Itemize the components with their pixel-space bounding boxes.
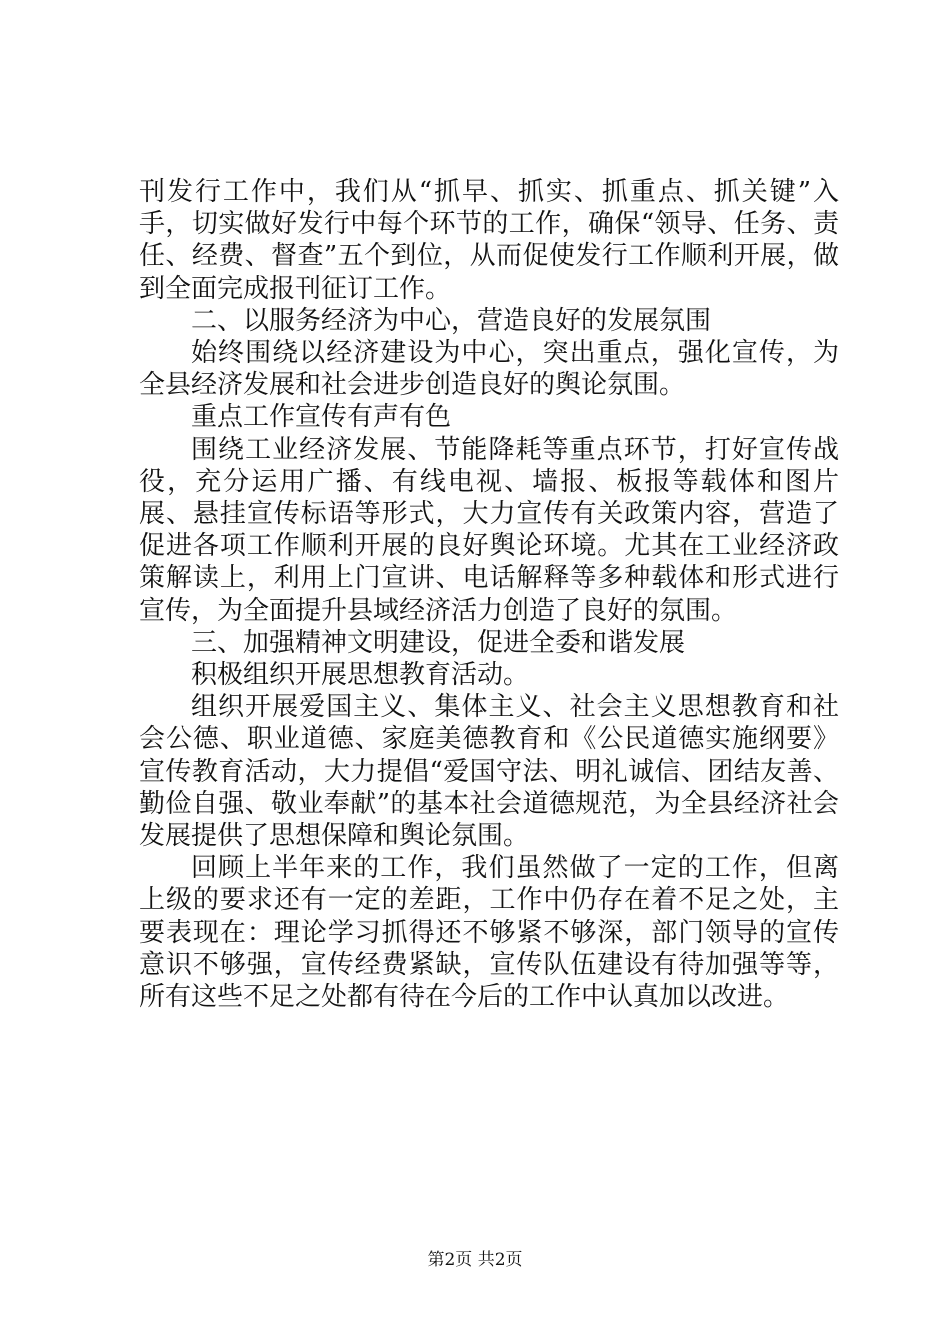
paragraph: 始终围绕以经济建设为中心，突出重点，强化宣传，为全县经济发展和社会进步创造良好的舆论氛围。 [139, 338, 839, 401]
document-body [139, 176, 839, 1013]
subheading: 积极组织开展思想教育活动。 [191, 660, 530, 691]
page-footer: 第2页 共2页 [427, 1250, 523, 1270]
subheading: 重点工作宣传有声有色 [191, 402, 452, 433]
paragraph: 回顾上半年来的工作，我们虽然做了一定的工作，但离上级的要求还有一定的差距，工作中仍存在着不足之处，主要表现在：理论学习抓得还不够紧不够深，部门领导的宣传意识不够强，宣传经费紧缺，宣传队伍建设有待加强等等，所有这些不足之处都有待在今后的工作中认真加以改进。 [139, 853, 839, 1013]
section-heading-2: 二、以服务经济为中心，营造良好的发展氛围 [191, 305, 712, 336]
section-heading-3: 三、加强精神文明建设，促进全委和谐发展 [191, 627, 686, 658]
paragraph: 组织开展爱国主义、集体主义、社会主义思想教育和社会公德、职业道德、家庭美德教育和《公民道德实施纲要》宣传教育活动，大力提倡“爱国守法、明礼诚信、团结友善、勤俭自强、敬业奉献”的基本社会道德规范，为全县经济社会发展提供了思想保障和舆论氛围。 [139, 692, 839, 852]
paragraph-continuation: 刊发行工作中，我们从“抓早、抓实、抓重点、抓关键”入手，切实做好发行中每个环节的工作，确保“领导、任务、责任、经费、督查”五个到位，从而促使发行工作顺利开展，做到全面完成报刊征订工作。 [139, 177, 839, 304]
paragraph: 围绕工业经济发展、节能降耗等重点环节，打好宣传战役，充分运用广播、有线电视、墙报、板报等载体和图片展、悬挂宣传标语等形式，大力宣传有关政策内容，营造了促进各项工作顺利开展的良好舆论环境。尤其在工业经济政策解读上，利用上门宣讲、电话解释等多种载体和形式进行宣传，为全面提升县域经济活力创造了良好的氛围。 [139, 434, 839, 626]
